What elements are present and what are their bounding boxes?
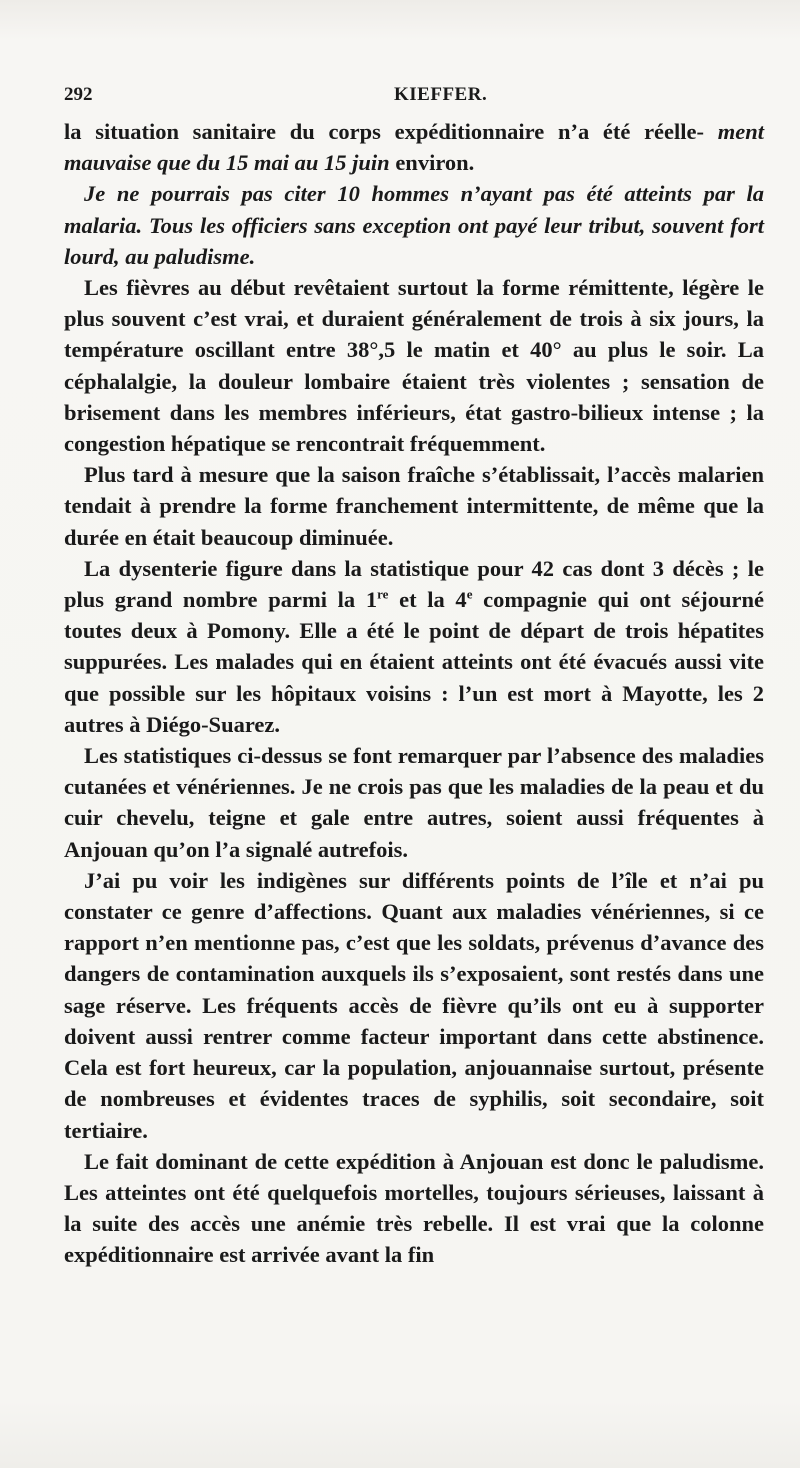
paragraph-4: Plus tard à mesure que la saison fraîche s’établissait, l’accès malarien tendait à prendre la forme franchement intermittente, de même que la durée en était beaucoup diminuée.: [64, 462, 764, 550]
paragraph-7: J’ai pu voir les indigènes sur différents points de l’île et n’ai pu constater ce genre d’affections. Quant aux maladies vénériennes, si ce rapport n’en mentionne pas, c’est que les soldats, prévenus d’avance des dangers de contamination auxquels ils s’exposaient, sont restés dans une sage réserve. Les fréquents accès de fièvre qu’ils ont eu à supporter doivent aussi rentrer comme facteur important dans cette abstinence. Cela est fort heureux, car la population, anjouannaise surtout, présente de nombreuses et évidentes traces de syphilis, soit secondaire, soit tertiaire.: [64, 867, 764, 1143]
paragraph-5-superscript-2: e: [466, 586, 473, 602]
paragraph-5-part-3: compagnie qui ont séjourné toutes deux à Pomony. Elle a été le point de départ de trois hépatites suppurées. Les malades qui en étaient atteints ont été évacués aussi vite que possible sur les hôpitaux voisins : l’un est mort à Mayotte, les 2 autres à Diégo-Suarez.: [64, 587, 764, 737]
paragraph-1: [64, 116, 764, 178]
paragraph-5: [64, 553, 764, 740]
paragraph-1-part-1: la situation sanitaire du corps expéditionnaire n’a été réelle-: [64, 119, 705, 144]
page-number: 292: [64, 84, 93, 105]
body-text: [64, 116, 764, 1271]
paragraph-1-part-3: environ.: [389, 150, 475, 176]
paragraph-6: Les statistiques ci-dessus se font remarquer par l’absence des maladies cutanées et vénériennes. Je ne crois pas que les maladies de la peau et du cuir chevelu, teigne et gale entre autres, soient aussi fréquentes à Anjouan qu’on l’a signalé autrefois.: [64, 743, 764, 862]
paragraph-5-part-1: La dysenterie figure dans la statistique pour 42 cas dont 3 décès ; le plus grand nombre parmi la 1: [64, 555, 764, 613]
page-header: [64, 84, 758, 110]
paragraph-3: Les fièvres au début revêtaient surtout la forme rémittente, légère le plus souvent c’est vrai, et duraient généralement de trois à six jours, la température oscillant entre 38°,5 le matin et 40° au plus le soir. La céphalalgie, la douleur lombaire étaient très violentes ; sensation de brisement dans les membres inférieurs, état gastro-bilieux intense ; la congestion hépatique se rencontrait fréquemment.: [64, 275, 764, 457]
paragraph-8: Le fait dominant de cette expédition à Anjouan est donc le paludisme. Les atteintes ont été quelquefois mortelles, toujours sérieuses, laissant à la suite des accès une anémie très rebelle. Il est vrai que la colonne expéditionnaire est arrivée avant la fin: [64, 1148, 764, 1268]
running-head: KIEFFER.: [394, 84, 488, 105]
paragraph-5-superscript-1: re: [377, 586, 389, 602]
paragraph-1-part-2: ment mauvaise que du 15 mai au 15 juin: [64, 119, 764, 176]
paragraph-5-part-2: et la 4: [388, 587, 467, 613]
paragraph-2: Je ne pourrais pas citer 10 hommes n’ayant pas été atteints par la malaria. Tous les officiers sans exception ont payé leur tribut, souvent fort lourd, au paludisme.: [64, 181, 764, 269]
